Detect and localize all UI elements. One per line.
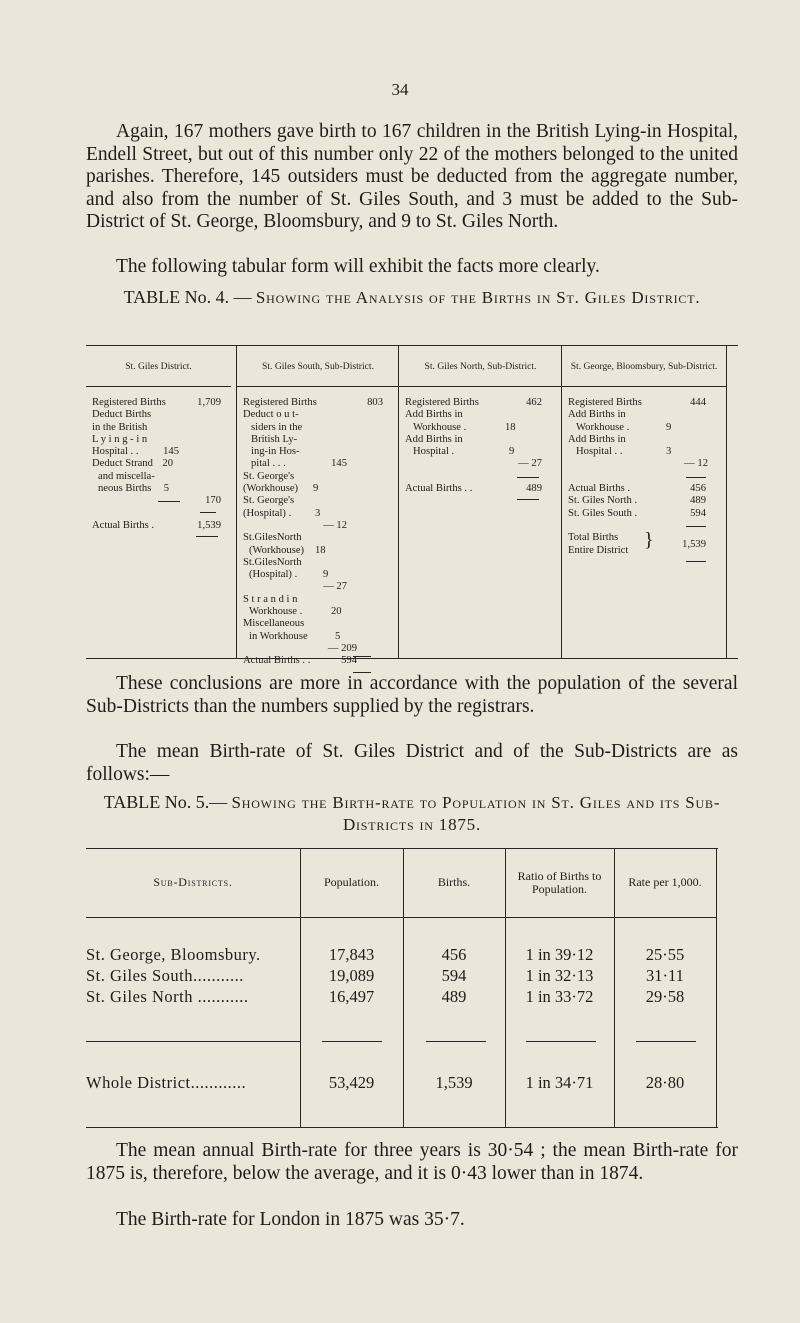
t4c1-strand-value: 20	[162, 458, 173, 470]
table5-total-rate: 28·80	[645, 1073, 685, 1092]
t4c2-registered-value: 803	[367, 397, 383, 408]
t4c4-total-label-2: Entire District	[568, 544, 629, 556]
t4c3-h-2: Hospital .	[413, 446, 455, 458]
t4c3-h-value: 9	[509, 446, 515, 458]
t4c1-hospital-value: 145	[163, 446, 179, 458]
brace-icon: }	[644, 529, 654, 552]
t4c2-george-wh-2: (Workhouse)	[243, 483, 299, 495]
page-number: 34	[391, 80, 409, 99]
t4c4-north-label: St. Giles North .	[568, 495, 638, 507]
table4-header-2: St. Giles South, Sub-District.	[237, 346, 399, 387]
t4c2-deduct-4: ing-in Hos-	[251, 446, 300, 458]
t4c2-actual-value: 594	[341, 655, 357, 667]
t4c2-north-wh-value: 18	[315, 544, 326, 556]
t4c2-actual-label: Actual Births . .	[243, 655, 311, 667]
table4-header-4: St. George, Bloomsbury, Sub-District.	[562, 346, 726, 387]
table5-total-ratio: 1 in 34·71	[525, 1073, 594, 1092]
t4c2-strand-2: Workhouse .	[249, 606, 303, 618]
t4c4-registered-value: 444	[690, 397, 706, 408]
table4-col-st-giles-district	[86, 346, 231, 658]
table5-header-rate: Rate per 1,000.	[628, 875, 702, 890]
t4c4-wh-2: Workhouse .	[576, 421, 630, 433]
t4c2-george-wh-1: St. George's	[243, 470, 295, 482]
t4c1-subtotal: 170	[205, 495, 221, 507]
table5-header-births: Births.	[437, 875, 471, 890]
t4c3-actual-value: 489	[526, 483, 542, 495]
table5-row-rate: 29·58	[645, 987, 685, 1006]
table5-header-ratio: Ratio of Births to Population.	[517, 868, 602, 896]
table5-caption-lead: TABLE No. 5.—	[103, 792, 228, 812]
t4c2-north-h-1: St.GilesNorth	[243, 556, 302, 568]
t4c2-north-wh-1: St.GilesNorth	[243, 532, 302, 544]
table4-caption	[86, 286, 738, 309]
table4-caption-title: Showing the Analysis of the Births in St. Giles District.	[255, 288, 701, 307]
t4c4-south-value: 594	[690, 507, 706, 519]
table5-row-ratio: 1 in 32·13	[525, 966, 594, 985]
table4-caption-lead: TABLE No. 4. —	[123, 287, 252, 307]
t4c2-registered-label: Registered Births	[243, 397, 317, 408]
t4c2-north-wh-2: (Workhouse)	[249, 544, 305, 556]
table5-caption	[86, 791, 738, 836]
table4-col-st-george-bloomsbury	[561, 346, 727, 658]
t4c1-actual-value: 1,539	[197, 519, 221, 531]
table5-row-population: 17,843	[328, 945, 375, 964]
t4c2-misc-2: in Workhouse	[249, 630, 308, 642]
t4c4-total-label-1: Total Births	[568, 532, 619, 544]
t4c2-george-sub: — 12	[323, 519, 347, 531]
table5-row-births: 456	[441, 945, 467, 964]
t4c4-h-1: Add Births in	[568, 433, 626, 445]
t4c2-strand-value: 20	[331, 606, 342, 618]
t4c2-misc-1: Miscellaneous	[243, 618, 305, 630]
t4c1-deduct-label-4: Hospital . .	[92, 446, 139, 458]
t4c4-h-2: Hospital . .	[576, 446, 623, 458]
t4c4-total-value: 1,539	[682, 538, 706, 550]
table5-total-population: 53,429	[328, 1073, 375, 1092]
table4-col-st-giles-north	[398, 346, 562, 658]
table5-header-population: Population.	[323, 875, 379, 890]
t4c3-sub: — 27	[518, 458, 542, 470]
t4c3-wh-value: 18	[505, 421, 516, 433]
table5-row-births: 594	[441, 966, 467, 985]
table5-row-name: St. Giles South...........	[86, 966, 244, 985]
t4c1-strand-label-2: and miscella-	[98, 470, 155, 482]
t4c2-total-sub: — 209	[327, 642, 357, 654]
paragraph-conclusions: These conclusions are more in accordance with the population of the several Sub-Districts than the numbers supplied by the registrars.	[86, 673, 738, 717]
t4c4-south-label: St. Giles South .	[568, 507, 638, 519]
table4-header-3: St. Giles North, Sub-District.	[399, 346, 562, 387]
t4c1-strand-label: Deduct Strand	[92, 458, 153, 470]
t4c2-deduct-3: British Ly-	[251, 433, 298, 445]
t4c3-registered-label: Registered Births	[405, 397, 479, 408]
table4-col-st-giles-south	[236, 346, 399, 667]
t4c1-actual-label: Actual Births .	[92, 519, 155, 531]
table5-header-subdistricts: Sub-Districts.	[153, 875, 233, 890]
table5-row-population: 16,497	[328, 987, 375, 1006]
t4c4-actual-label: Actual Births .	[568, 483, 631, 495]
table5-total-name: Whole District............	[86, 1073, 247, 1092]
t4c2-north-h-2: (Hospital) .	[249, 569, 298, 581]
table5-row-name: St. George, Bloomsbury.	[86, 945, 261, 964]
t4c1-registered-label: Registered Births	[92, 397, 166, 408]
t4c2-george-wh-value: 9	[313, 483, 319, 495]
t4c3-actual-label: Actual Births . .	[405, 483, 473, 495]
t4c4-actual-value: 456	[690, 483, 706, 495]
t4c2-deduct-5: pital . . .	[251, 458, 286, 470]
t4c2-north-h-value: 9	[323, 569, 329, 581]
table4-header-1: St. Giles District.	[86, 346, 231, 387]
t4c3-wh-2: Workhouse .	[413, 421, 467, 433]
t4c2-george-h-2: (Hospital) .	[243, 507, 292, 519]
t4c2-deduct-value: 145	[331, 458, 347, 470]
table5-row-births: 489	[441, 987, 467, 1006]
t4c4-wh-value: 9	[666, 421, 672, 433]
t4c4-wh-1: Add Births in	[568, 409, 626, 421]
table5	[86, 848, 718, 1128]
t4c1-registered-value: 1,709	[197, 397, 221, 408]
t4c2-strand-1: S t r a n d i n	[243, 593, 298, 605]
t4c4-sub: — 12	[684, 458, 708, 470]
t4c4-registered-label: Registered Births	[568, 397, 642, 408]
t4c2-george-h-value: 3	[315, 507, 321, 519]
t4c4-north-value: 489	[690, 495, 706, 507]
table5-row-ratio: 1 in 33·72	[525, 987, 594, 1006]
table5-row-rate: 31·11	[646, 966, 684, 985]
t4c3-registered-value: 462	[526, 397, 542, 408]
t4c2-deduct-2: siders in the	[251, 421, 303, 433]
paragraph-annual-rate: The mean annual Birth-rate for three years is 30·54 ; the mean Birth-rate for 1875 is, therefore, below the average, and it is 0·43 lower than in 1874.	[86, 1140, 738, 1184]
paragraph-intro: Again, 167 mothers gave birth to 167 children in the British Lying-in Hospital, Endell Street, but out of this number only 22 of the mothers belonged to the united parishes. Therefore, 145 outsiders must be deducted from the aggregate number, and also from the number of St. Giles South, and 3 must be added to the Sub-District of St. George, Bloomsbury, and 9 to St. Giles North.	[86, 121, 738, 233]
table5-row-population: 19,089	[328, 966, 375, 985]
paragraph-mean-birth-rate: The mean Birth-rate of St. Giles District and of the Sub-Districts are as follows:—	[86, 741, 738, 785]
table5-row-rate: 25·55	[645, 945, 685, 964]
t4c1-deduct-label-2: in the British	[92, 421, 148, 433]
table5-caption-title: Showing the Birth-rate to Population in St. Giles and its Sub-Districts in 1875.	[231, 793, 721, 834]
t4c1-strand-label-3: neous Births	[98, 483, 152, 495]
t4c2-george-h-1: St. George's	[243, 495, 295, 507]
t4c4-h-value: 3	[666, 446, 672, 458]
t4c2-deduct-1: Deduct o u t-	[243, 409, 299, 421]
t4c2-misc-value: 5	[335, 630, 341, 642]
t4c1-deduct-label: Deduct Births	[92, 409, 152, 421]
t4c1-misc-value: 5	[163, 483, 169, 495]
table5-row-name: St. Giles North ...........	[86, 987, 249, 1006]
table5-row-ratio: 1 in 39·12	[525, 945, 594, 964]
paragraph-tabular-intro: The following tabular form will exhibit the facts more clearly.	[116, 256, 600, 277]
t4c1-deduct-label-3: L y i n g - i n	[92, 433, 148, 445]
table4	[86, 345, 738, 667]
t4c3-wh-1: Add Births in	[405, 409, 463, 421]
t4c3-h-1: Add Births in	[405, 433, 463, 445]
paragraph-london-rate: The Birth-rate for London in 1875 was 35·7.	[116, 1209, 465, 1230]
table5-total-births: 1,539	[435, 1073, 473, 1092]
t4c2-north-sub: — 27	[323, 581, 347, 593]
